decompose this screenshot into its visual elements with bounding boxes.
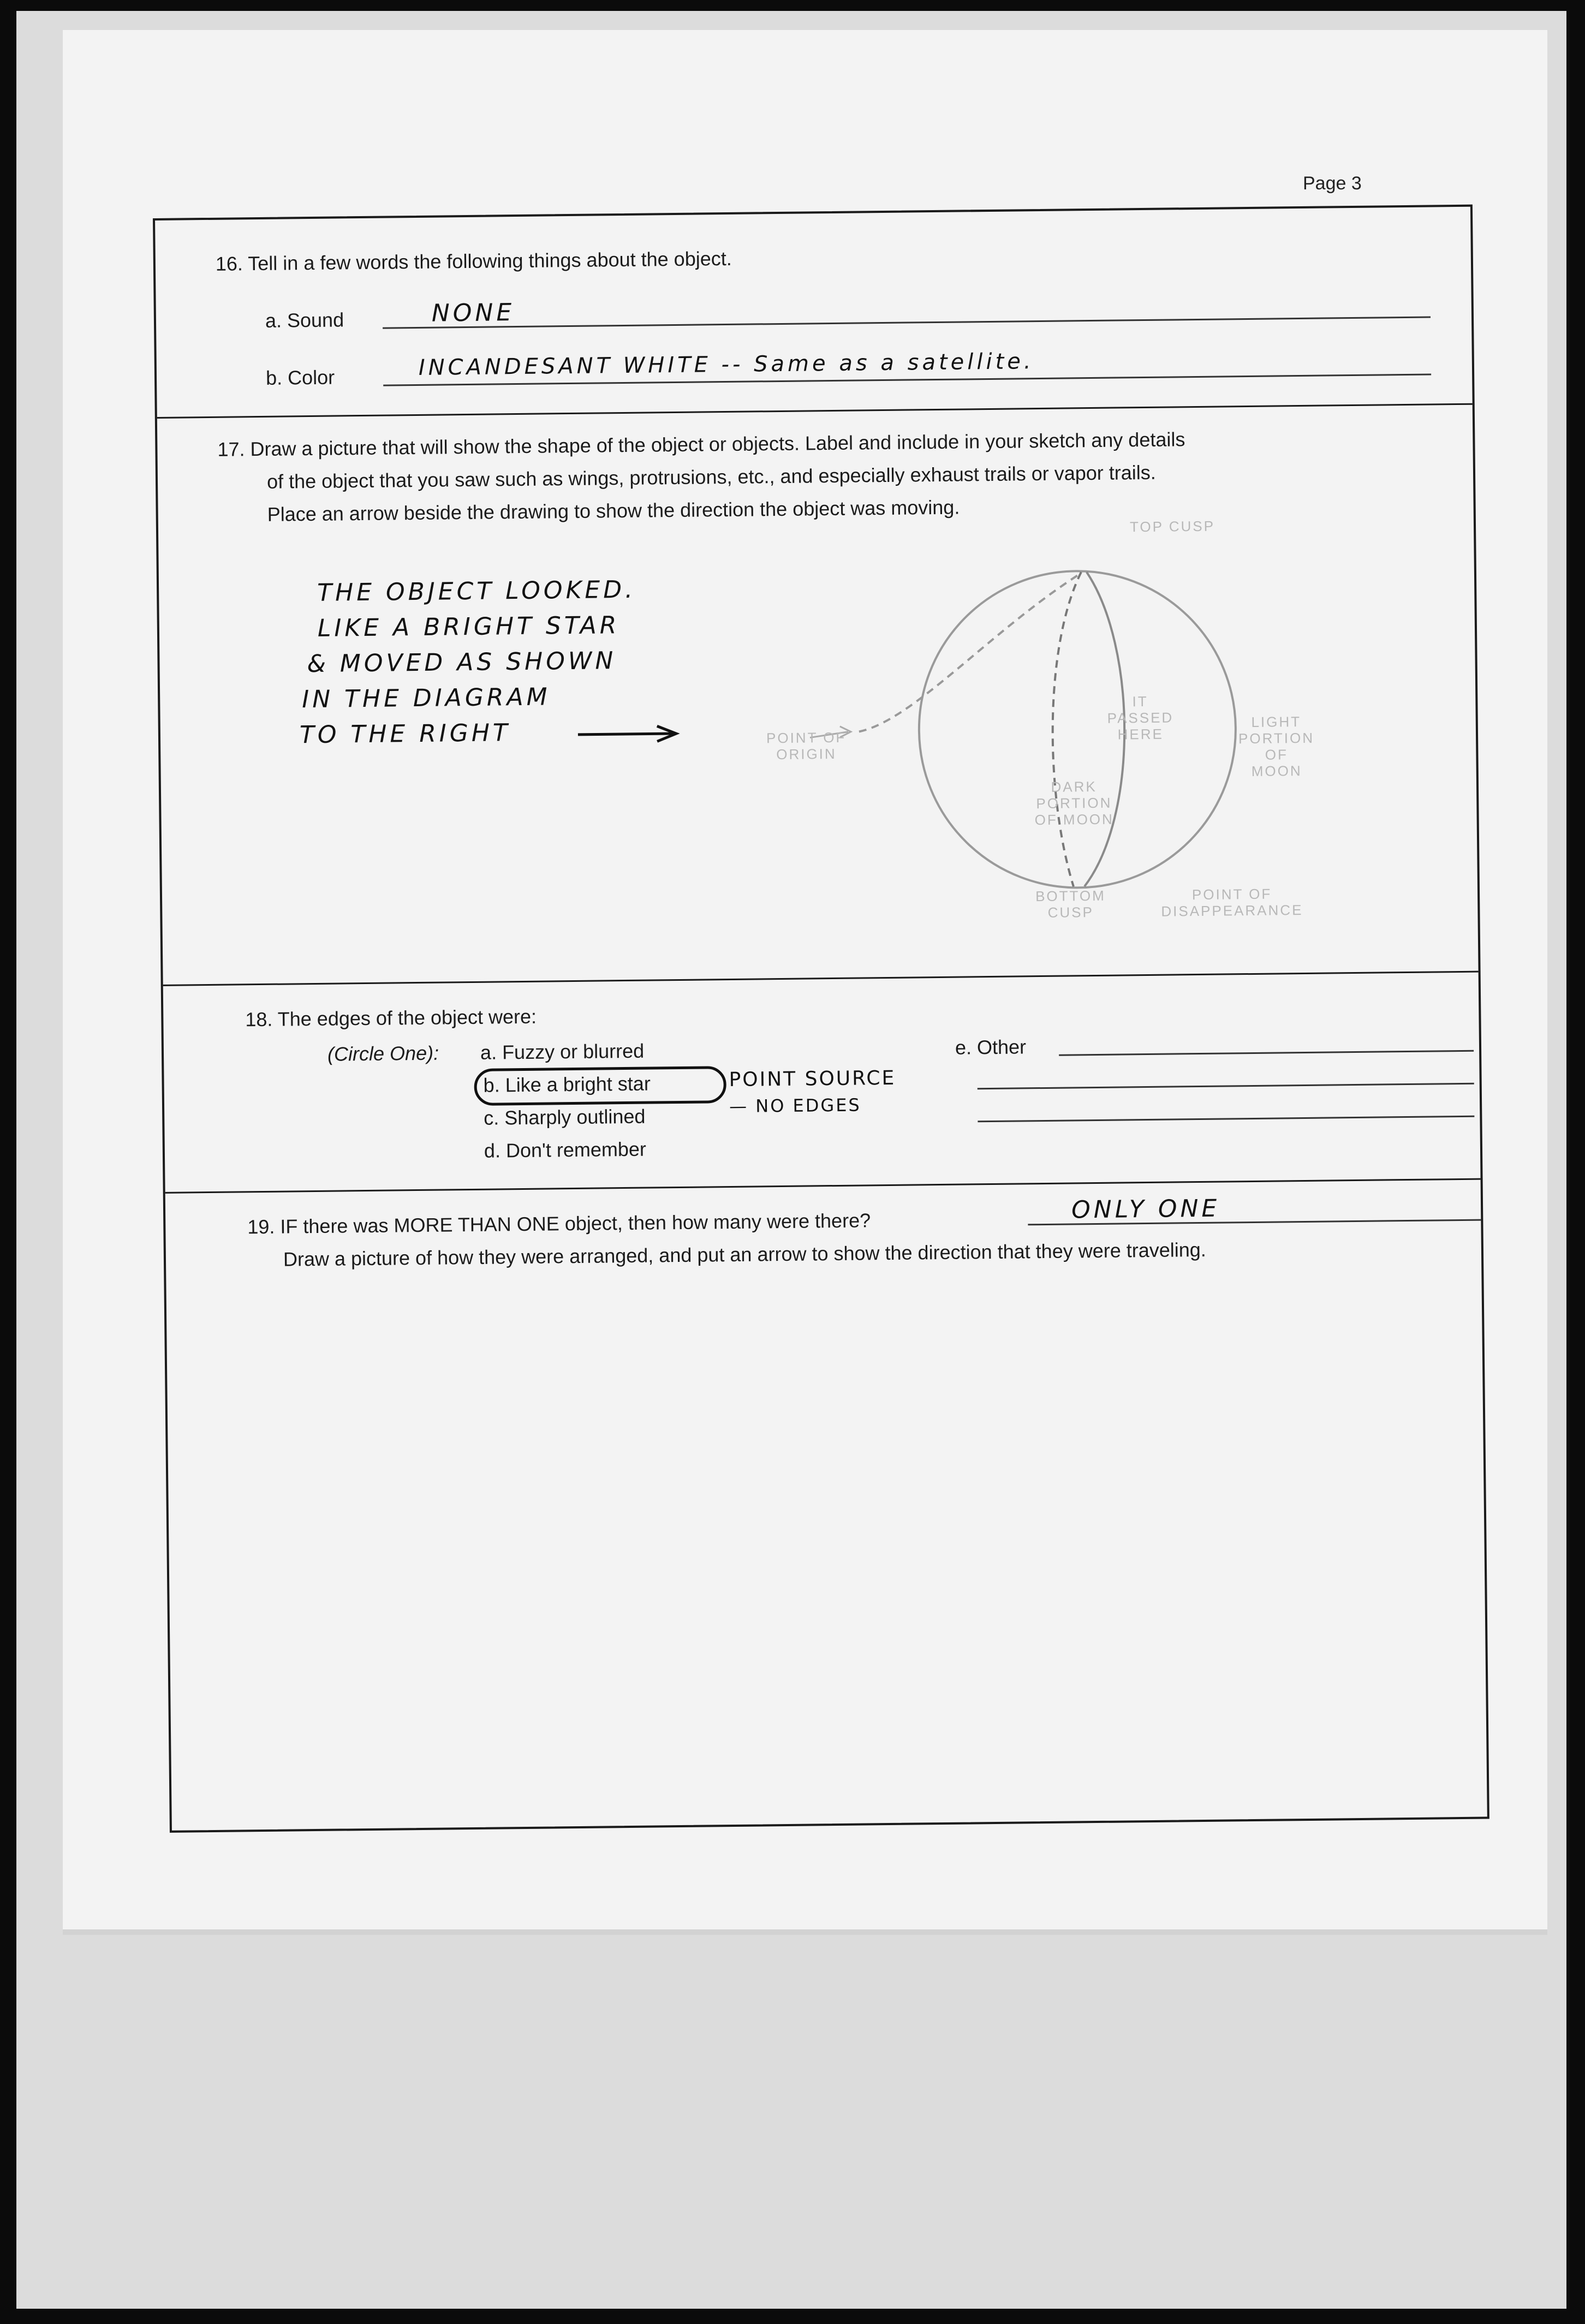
other-line-3 (978, 1116, 1474, 1123)
question-17-section (157, 403, 1479, 986)
point-of-disappearance-label: POINT OF DISAPPEARANCE (1161, 885, 1303, 920)
option-c: c. Sharply outlined (484, 1105, 646, 1129)
edges-annotation-line-2: — NO EDGES (729, 1094, 861, 1117)
question-17-line-1: 17. Draw a picture that will show the shape of the object or objects. Label and include in your sketch any details (217, 428, 1185, 461)
form-table (153, 205, 1489, 1833)
sketch-note-line-5: TO THE RIGHT (299, 719, 511, 749)
color-label: b. Color (265, 366, 335, 389)
other-line-2 (978, 1083, 1474, 1090)
question-18-section (163, 971, 1481, 1194)
point-of-origin-label: POINT OF ORIGIN (766, 729, 847, 763)
option-e-other: e. Other (955, 1035, 1027, 1059)
light-portion-label: LIGHT PORTION OF MOON (1238, 713, 1315, 779)
color-answer: INCANDESANT WHITE -- Same as a satellite. (418, 349, 1034, 380)
form-page (63, 30, 1547, 1929)
question-19-section (165, 1178, 1487, 1831)
sketch-note-line-1: THE OBJECT LOOKED. (317, 575, 636, 607)
question-18-text: 18. The edges of the object were: (245, 1005, 537, 1031)
question-17-line-2: of the object that you saw such as wings, protrusions, etc., and especially exhaust trails or vapor trails. (266, 461, 1157, 493)
question-19-line-1: 19. IF there was MORE THAN ONE object, then how many were there? (247, 1209, 871, 1238)
sound-answer-line (383, 316, 1431, 329)
question-16-section (155, 207, 1473, 419)
sketch-note-line-2: LIKE A BRIGHT STAR (317, 611, 620, 642)
circle-one-instruction: (Circle One): (327, 1041, 439, 1065)
sound-answer: NONE (431, 299, 515, 327)
question-16-text: 16. Tell in a few words the following things about the object. (215, 247, 732, 275)
sketch-note-line-4: IN THE DIAGRAM (301, 683, 551, 714)
edges-annotation-line-1: POINT SOURCE (729, 1066, 896, 1092)
question-19-line-2: Draw a picture of how they were arranged, and put an arrow to show the direction that they were traveling. (283, 1238, 1207, 1271)
sound-label: a. Sound (265, 308, 344, 332)
object-count-answer: ONLY ONE (1071, 1194, 1220, 1224)
page-number: Page 3 (1303, 173, 1362, 194)
option-a: a. Fuzzy or blurred (480, 1039, 645, 1064)
sketch-note-line-3: & MOVED AS SHOWN (307, 647, 617, 678)
option-d: d. Don't remember (484, 1137, 647, 1162)
other-line-1 (1059, 1050, 1474, 1056)
right-arrow-icon (575, 723, 684, 746)
option-b: b. Like a bright star (483, 1072, 651, 1097)
question-17-line-3: Place an arrow beside the drawing to show the direction the object was moving. (267, 496, 960, 526)
dark-portion-label: DARK PORTION OF MOON (1034, 778, 1114, 829)
bottom-cusp-label: BOTTOM CUSP (1035, 887, 1106, 921)
top-cusp-label: TOP CUSP (1129, 517, 1215, 535)
it-passed-here-label: IT PASSED HERE (1107, 693, 1174, 743)
